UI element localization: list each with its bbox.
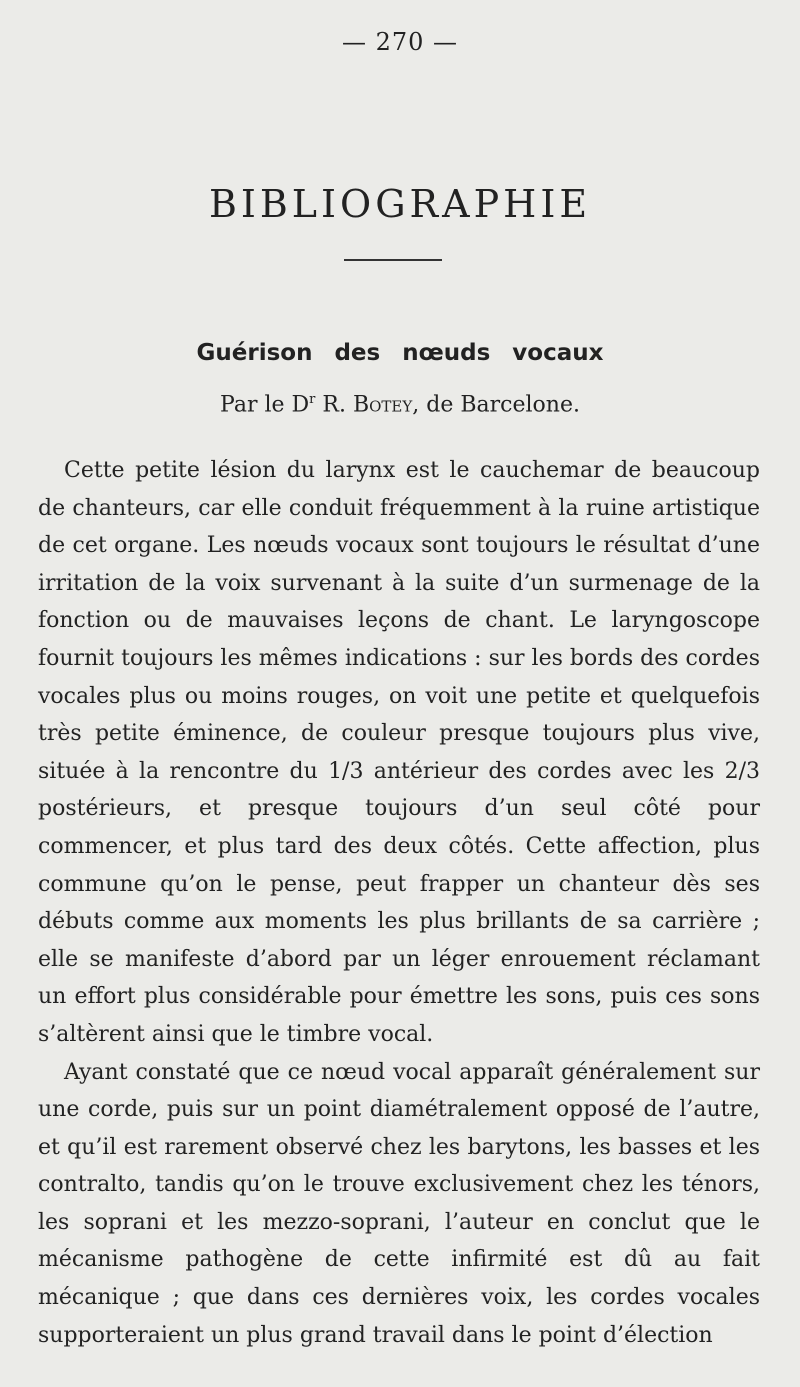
article-byline xyxy=(0,392,800,417)
byline-prefix: Par le D xyxy=(220,392,310,418)
paragraph: Ayant constaté que ce nœud vocal apparaît généralement sur une corde, puis sur un point diamétralement opposé de l’autre, et qu’il est rarement observé chez les barytons, les basses et les contralto, tandis qu’on le trouve exclusivement chez les ténors, les soprani et les mezzo-soprani, l’auteur en conclut que le mécanisme pathogène de cette infirmité est dû au fait mécanique ; que dans ces dernières voix, les cordes vocales supporteraient un plus grand travail dans le point d’élection xyxy=(38,1059,760,1348)
byline-author-initial: R. xyxy=(322,392,346,418)
paragraph: Cette petite lésion du larynx est le cauchemar de beaucoup de chanteurs, car elle conduit fréquemment à la ruine artistique de cet organe. Les nœuds vocaux sont toujours le résultat d’une irritation de la voix survenant à la suite d’un surmenage de la fonction ou de mauvaises leçons de chant. Le laryngoscope fournit toujours les mêmes indications : sur les bords des cordes vocales plus ou moins rouges, on voit une petite et quelquefois très petite éminence, de couleur presque toujours plus vive, située à la rencontre du 1/3 antérieur des cordes avec les 2/3 postérieurs, et presque toujours d’un seul côté pour commencer, et plus tard des deux côtés. Cette affection, plus commune qu’on le pense, peut frapper un chanteur dès ses débuts comme aux moments les plus brillants de sa carrière ; elle se manifeste d’abord par un léger enrouement réclamant un effort plus considérable pour émettre les sons, puis ces sons s’altèrent ainsi que le timbre vocal. xyxy=(38,458,760,1047)
page-number: — 270 — xyxy=(341,28,459,56)
title-rule xyxy=(344,259,442,261)
byline-title-sup: r xyxy=(309,392,316,407)
section-title: BIBLIOGRAPHIE xyxy=(208,182,592,226)
article-body xyxy=(38,452,760,1354)
byline-suffix: , de Barcelone. xyxy=(412,392,580,418)
byline-author-name: Botey xyxy=(352,392,413,418)
article-title: Guérison des nœuds vocaux xyxy=(196,340,604,366)
